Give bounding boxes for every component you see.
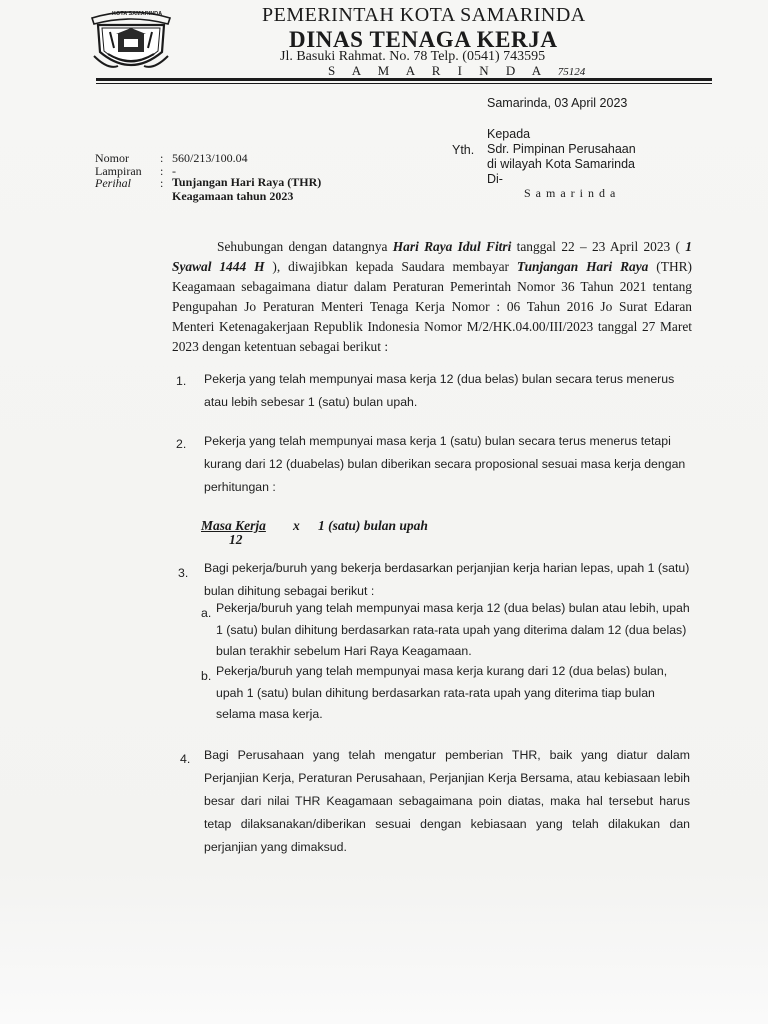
formula-multiplier: 1 (satu) bulan upah: [318, 518, 428, 533]
lampiran-label: Lampiran: [95, 164, 142, 178]
nomor-label: Nomor: [95, 151, 129, 165]
item-3-text: Bagi pekerja/buruh yang bekerja berdasarkan perjanjian kerja harian lepas, upah 1 (satu) bulan dihitung sebagai berikut :: [204, 561, 690, 598]
letter-date: Samarinda, 03 April 2023: [487, 96, 628, 110]
intro-text-4: (THR) Keagamaan sebagaimana diatur dalam Peraturan Pemerintah Nomor 36 Tahun 2021 tentang Pengupahan Jo Peraturan Menteri Tenaga Kerja Nomor : 06 Tahun 2016 Jo Surat Edaran Menteri Ketenagakerjaan Republik Indonesia Nomor M/2/HK.04.00/III/2023 tanggal 27 Maret 2023 dengan ketentuan sebagai berikut :: [172, 259, 693, 354]
recipient-salutation: Yth.: [452, 143, 475, 157]
formula-denominator: 12: [229, 532, 243, 547]
kota-samarinda-emblem-icon: [88, 8, 174, 80]
letterhead-rule-thick: [96, 78, 712, 81]
letterhead-rule-thin: [96, 83, 712, 84]
nomor-colon: :: [160, 151, 164, 165]
government-name: PEMERINTAH KOTA SAMARINDA: [262, 4, 586, 26]
intro-text-3: ), diwajibkan kepada Saudara membayar: [264, 259, 517, 274]
agency-name: DINAS TENAGA KERJA: [289, 27, 558, 52]
item-4-text: Bagi Perusahaan yang telah mengatur pemberian THR, baik yang diatur dalam Perjanjian Kerja, Peraturan Perusahaan, Perjanjian Kerja Bersama, atau kebiasaan lebih besar dari nilai THR Keagamaan sebagaimana poin diatas, maka hal tersebut harus tetap dilaksanakan/diberikan sesuai dengan kebiasaan yang telah dilakukan dan perjanjian yang dimaksud.: [204, 748, 690, 854]
lampiran-value: -: [172, 164, 176, 178]
agency-address: Jl. Basuki Rahmat. No. 78 Telp. (0541) 743595: [280, 49, 546, 64]
formula-numerator: Masa Kerja: [201, 518, 266, 533]
agency-city: [328, 63, 585, 79]
sub-item-b-text: Pekerja/buruh yang telah mempunyai masa kerja kurang dari 12 (dua belas) bulan, upah 1 (satu) bulan dihitung berdasarkan rata-rata upah yang diterima tiap bulan selama masa kerja.: [216, 664, 668, 721]
intro-text-1: Sehubungan dengan datangnya: [217, 239, 393, 254]
item-2-text: Pekerja yang telah mempunyai masa kerja 1 (satu) bulan secara terus menerus tetapi kurang dari 12 (duabelas) bulan diberikan secara proposional sesuai masa kerja dengan perhitungan :: [204, 434, 686, 494]
formula-times: x: [293, 518, 300, 533]
recipient-line-3: Di-: [487, 172, 503, 186]
nomor-value: 560/213/100.04: [172, 151, 248, 165]
perihal-line-2: Keagamaan tahun 2023: [172, 189, 294, 203]
intro-text-2: tanggal 22 – 23 April 2023 (: [511, 239, 686, 254]
recipient-line-1: Sdr. Pimpinan Perusahaan: [487, 142, 636, 156]
sub-item-b-label: b.: [201, 669, 212, 683]
item-4-number: 4.: [180, 752, 191, 766]
postal-code: 75124: [557, 66, 586, 78]
intro-thr: Tunjangan Hari Raya: [516, 259, 649, 274]
perihal-line-1: Tunjangan Hari Raya (THR): [172, 175, 322, 189]
sub-item-a-label: a.: [201, 606, 212, 620]
item-1-text: Pekerja yang telah mempunyai masa kerja 12 (dua belas) bulan secara terus menerus atau lebih sebesar 1 (satu) bulan upah.: [204, 372, 675, 409]
recipient-line-2: di wilayah Kota Samarinda: [487, 157, 635, 171]
lampiran-colon: :: [160, 164, 164, 178]
intro-syawal: 1 Syawal 1444 H: [172, 239, 692, 274]
perihal-colon: :: [160, 176, 164, 190]
intro-holiday: Hari Raya Idul Fitri: [392, 239, 512, 254]
city-name: S A M A R I N D A: [328, 63, 548, 78]
recipient-city: S a m a r i n d a: [524, 186, 617, 200]
sub-item-a-text: Pekerja/buruh yang telah mempunyai masa kerja 12 (dua belas) bulan atau lebih, upah 1 (satu) bulan dihitung berdasarkan rata-rata upah yang diterima dalam 12 (dua belas) bulan terakhir sebelum Hari Raya Keagamaan.: [216, 601, 690, 658]
perihal-label: Perihal: [95, 176, 131, 190]
recipient-kepada: Kepada: [487, 127, 531, 141]
intro-paragraph: [172, 237, 692, 357]
item-1-number: 1.: [176, 374, 187, 388]
item-3-number: 3.: [178, 566, 189, 580]
logo-text: KOTA SAMARINDA: [112, 11, 163, 17]
item-2-number: 2.: [176, 437, 187, 451]
